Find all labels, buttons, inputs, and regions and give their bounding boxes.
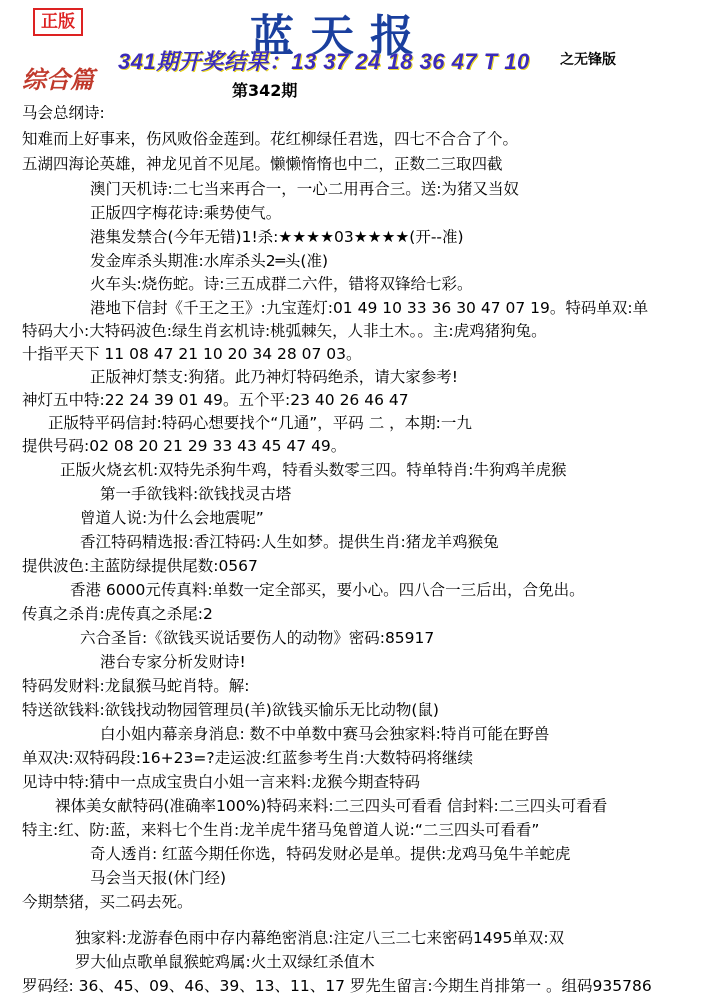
text-line: 正版四字梅花诗:乘势使气。 <box>90 204 282 222</box>
text-line: 罗大仙点歌单鼠猴蛇鸡属:火土双绿红杀值木 <box>75 953 375 971</box>
text-line: 澳门天机诗:二七当来再合一，一心二用再合三。送:为猪又当奴 <box>90 180 519 198</box>
text-line: 白小姐内幕亲身消息: 数不中单数中赛马会独家料:特肖可能在野兽 <box>100 725 550 743</box>
text-line: 第一手欲钱料:欲钱找灵古塔 <box>100 485 292 503</box>
text-line: 香江特码精选报:香江特码:人生如梦。提供生肖:猪龙羊鸡猴兔 <box>80 533 499 551</box>
text-line: 五湖四海论英雄，神龙见首不见尾。懒懒惰惰也中二，正数二三取四截 <box>22 155 503 173</box>
newspaper-title: 蓝天报 <box>250 11 430 62</box>
text-line: 神灯五中特:22 24 39 01 49。五个平:23 40 26 46 47 <box>22 391 409 409</box>
text-line: 见诗中特:猜中一点成宝贵白小姐一言来料:龙猴今期查特码 <box>22 773 420 791</box>
section-title: 综合篇 <box>22 65 94 94</box>
text-line: 传真之杀肖:虎传真之杀尾:2 <box>22 605 213 623</box>
text-line: 正版火烧玄机:双特先杀狗牛鸡，特看头数零三四。特单特肖:牛狗鸡羊虎猴 <box>60 461 567 479</box>
text-line: 港地下信封《千王之王》:九宝莲灯:01 49 10 33 36 30 47 07 19。特码单双:单 <box>90 299 649 317</box>
text-line: 特主:红、防:蓝，来料七个生肖:龙羊虎牛猪马兔曾道人说:“二三四头可看看” <box>22 821 540 839</box>
text-line: 裸体美女献特码(准确率100%)特码来料:二三四头可看看 信封料:二三四头可看看 <box>55 797 608 815</box>
draw-result: 341期开奖结果：13 37 24 18 36 47 T 10 <box>118 49 530 74</box>
text-line: 十指平天下 11 08 47 21 10 20 34 28 07 03。 <box>22 345 362 363</box>
text-line: 罗码经: 36、45、09、46、39、13、11、17 罗先生留言:今期生肖排第一 。组码935786 <box>22 977 652 995</box>
issue-number: 第342期 <box>232 81 298 100</box>
text-line: 马会总纲诗: <box>22 104 105 122</box>
text-line: 今期禁猪，买二码去死。 <box>22 893 193 911</box>
text-line: 特码大小:大特码波色:绿生肖玄机诗:桃弧棘矢，人非土木。。主:虎鸡猪狗兔。 <box>22 322 547 340</box>
text-line: 提供号码:02 08 20 21 29 33 43 45 47 49。 <box>22 437 347 455</box>
text-line: 正版神灯禁支:狗猪。此乃神灯特码绝杀，请大家参考! <box>90 368 458 386</box>
text-line: 发金库杀头期准:水库杀头2═头(准) <box>90 252 329 270</box>
text-line: 曾道人说:为什么会地震呢” <box>80 509 264 527</box>
text-line: 马会当天报(休门经) <box>90 869 227 887</box>
text-line: 知难而上好事来，伤风败俗金莲到。花红柳绿任君选，四七不合合了个。 <box>22 130 519 148</box>
text-line: 香港 6000元传真料:单数一定全部买，要小心。四八合一三后出，合免出。 <box>70 581 585 599</box>
edition-stamp: 正版 <box>33 8 83 36</box>
text-line: 提供波色:主蓝防绿提供尾数:0567 <box>22 557 258 575</box>
text-line: 六合圣旨:《欲钱买说话要伤人的动物》密码:85917 <box>80 629 435 647</box>
text-line: 独家料:龙游春色雨中存内幕绝密消息:注定八三二七来密码1495单双:双 <box>75 929 565 947</box>
text-line: 港台专家分析发财诗! <box>100 653 246 671</box>
text-line: 奇人透肖: 红蓝今期任你选，特码发财必是单。提供:龙鸡马兔牛羊蛇虎 <box>90 845 571 863</box>
text-line: 单双决:双特码段:16+23=?走运波:红蓝参考生肖:大数特码将继续 <box>22 749 474 767</box>
text-line: 港集发禁合(今年无错)1!杀:★★★★03★★★★(开--准) <box>90 228 464 246</box>
text-line: 特码发财料:龙鼠猴马蛇肖特。解: <box>22 677 250 695</box>
edition-label: 之无锋版 <box>560 52 616 68</box>
text-line: 正版特平码信封:特码心想要找个“几通”，平码 二 ，本期:一九 <box>48 414 472 432</box>
text-line: 火车头:烧伤蛇。诗:三五成群二六件，错将双锋给七彩。 <box>90 275 473 293</box>
text-line: 特送欲钱料:欲钱找动物园管理员(羊)欲钱买愉乐无比动物(鼠) <box>22 701 439 719</box>
